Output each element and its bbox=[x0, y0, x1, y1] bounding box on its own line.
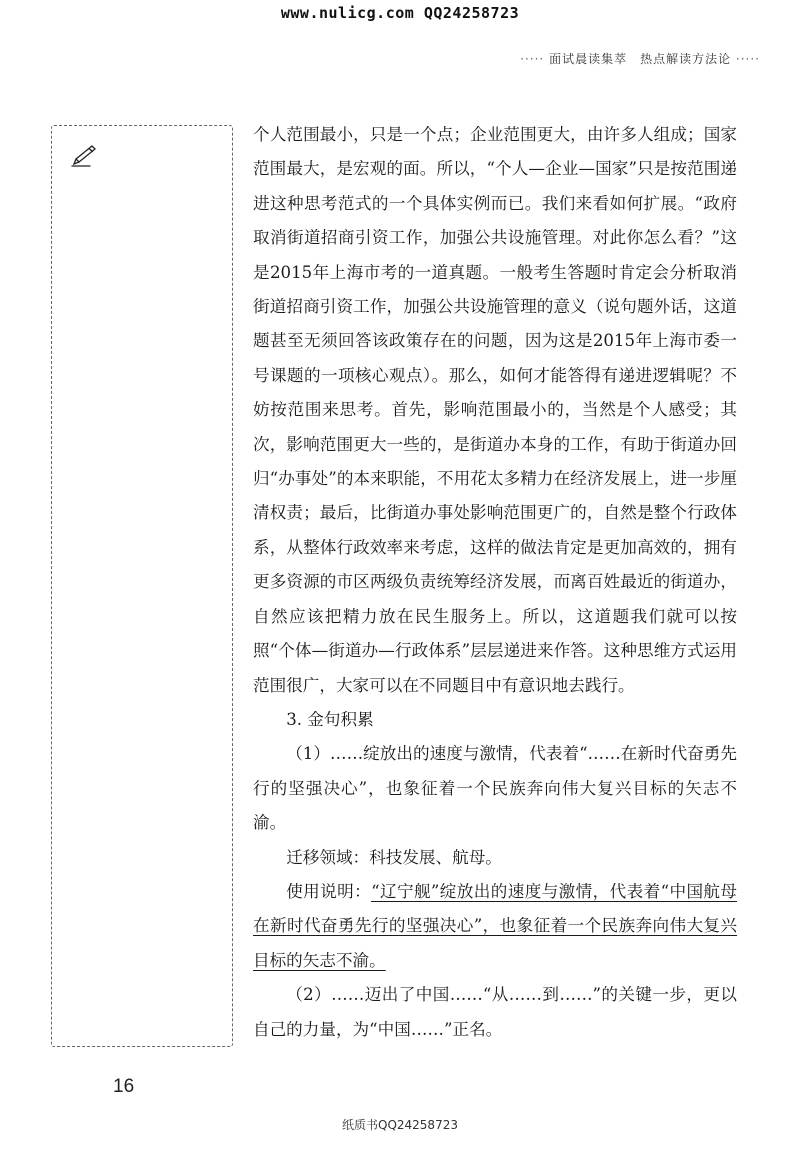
header-prefix-dots: ····· bbox=[520, 52, 545, 66]
paragraph-range-thinking: 个人范围最小，只是一个点；企业范围更大，由许多人组成；国家范围最大，是宏观的面。所以，“个人—企业—国家”只是按范围递进这种思考范式的一个具体实例而已。我们来看如何扩展。“政府取消街道招商引资工作，加强公共设施管理。对此你怎么看？”这是2015年上海市考的一道真题。一般考生答题时肯定会分析取消街道招商引资工作，加强公共设施管理的意义（说句题外话，这道题甚至无须回答该政策存在的问题，因为这是2015年上海市委一号课题的一项核心观点）。那么，如何才能答得有递进逻辑呢？不妨按范围来思考。首先，影响范围最小的，当然是个人感受；其次，影响范围更大一些的，是街道办本身的工作，有助于街道办回归“办事处”的本来职能，不用花太多精力在经济发展上，进一步厘清权责；最后，比街道办事处影响范围更广的，自然是整个行政体系，从整体行政效率来考虑，这样的做法肯定是更加高效的，拥有更多资源的市区两级负责统筹经济发展，而离百姓最近的街道办，自然应该把精力放在民生服务上。所以，这道题我们就可以按照“个体—街道办—行政体系”层层递进来作答。这种思维方式运用范围很广，大家可以在不同题目中有意识地去践行。 bbox=[253, 125, 737, 695]
usage-label: 使用说明： bbox=[286, 881, 372, 901]
watermark-top: www.nulicg.com QQ24258723 bbox=[280, 4, 520, 22]
pen-icon bbox=[70, 142, 100, 172]
header-suffix-dots: ····· bbox=[735, 52, 760, 66]
body-text bbox=[253, 118, 737, 1047]
quote-item-2: （2）……迈出了中国……“从……到……”的关键一步，更以自己的力量，为“中国……”正名。 bbox=[253, 985, 737, 1039]
usage-underlined-text: “辽宁舰”绽放出的速度与激情，代表着“中国航母在新时代奋勇先行的坚强决心”，也象征着一个民族奔向伟大复兴目标的矢志不渝。 bbox=[253, 881, 738, 970]
section-heading: 3. 金句积累 bbox=[286, 709, 374, 729]
watermark-bottom: 纸质书QQ24258723 bbox=[342, 1118, 458, 1132]
quote-item-1: （1）……绽放出的速度与激情，代表着“……在新时代奋勇先行的坚强决心”，也象征着一个民族奔向伟大复兴目标的矢志不渝。 bbox=[253, 744, 737, 833]
notes-margin-box bbox=[51, 125, 233, 1047]
migration-domain: 迁移领域：科技发展、航母。 bbox=[286, 847, 502, 867]
header-title: 面试晨读集萃 热点解读方法论 bbox=[549, 52, 732, 66]
page-number: 16 bbox=[113, 1076, 135, 1097]
running-header bbox=[520, 50, 760, 67]
usage-note bbox=[253, 875, 737, 978]
